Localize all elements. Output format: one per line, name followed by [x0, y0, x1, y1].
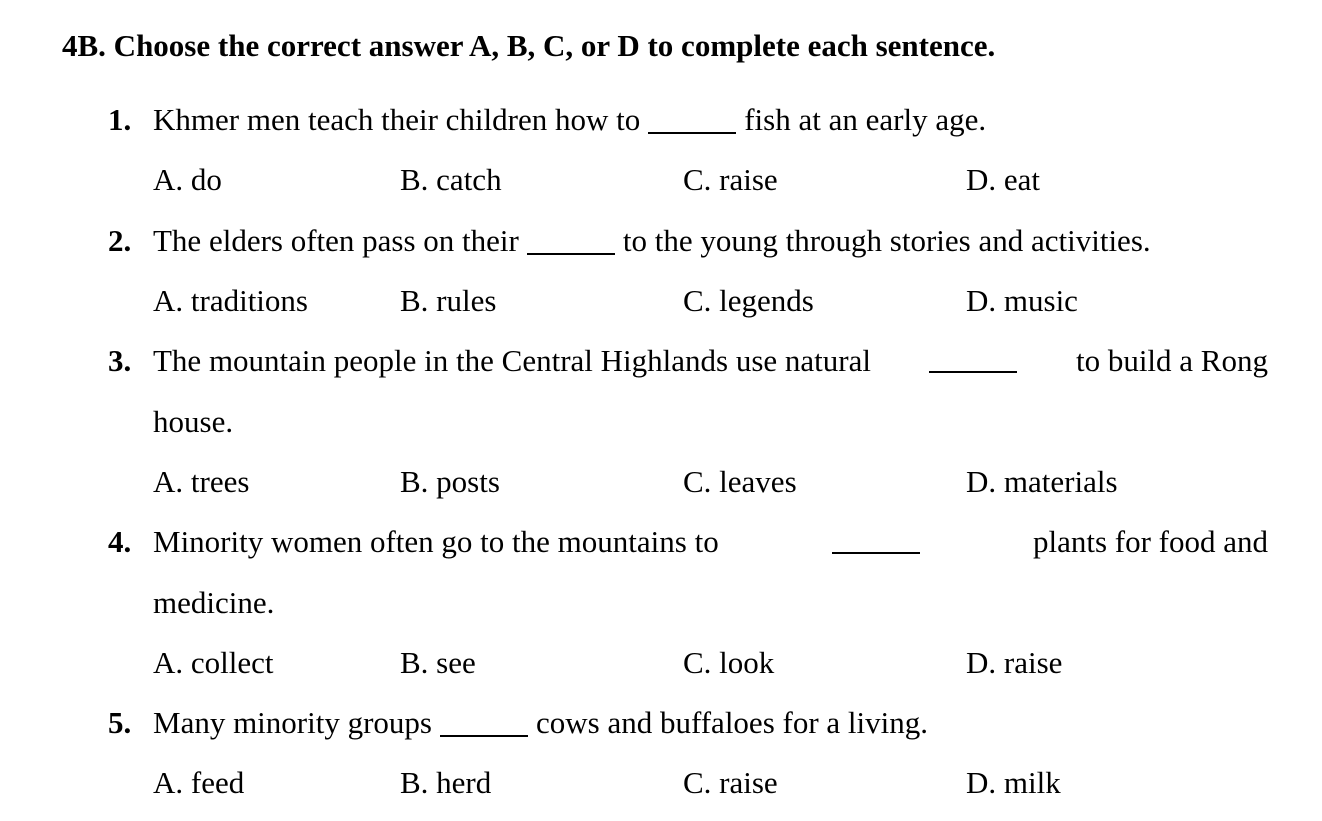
question-text-before: The elders often pass on their — [153, 223, 519, 258]
answer-blank — [648, 102, 736, 134]
question-text — [153, 703, 928, 743]
option-b: B. rules — [400, 283, 497, 318]
option-c: C. legends — [683, 283, 814, 318]
option-a: A. do — [153, 162, 222, 197]
option-d: D. eat — [966, 162, 1041, 197]
question-text-after: cows and buffaloes for a living. — [536, 705, 928, 740]
question-text-after: to build a Rong — [1075, 343, 1268, 378]
question-continuation: medicine. — [153, 585, 275, 620]
question-continuation: house. — [153, 404, 234, 439]
option-b: B. catch — [400, 162, 502, 197]
option-a: A. trees — [153, 464, 250, 499]
question-text-before: The mountain people in the Central Highlands use natural — [153, 343, 871, 378]
option-d: D. raise — [966, 645, 1063, 680]
option-b: B. herd — [400, 765, 492, 800]
question-text-before: Many minority groups — [153, 705, 432, 740]
option-d: D. milk — [966, 765, 1061, 800]
option-b: B. posts — [400, 464, 500, 499]
question-text-after: fish at an early age. — [744, 102, 987, 137]
option-a: A. collect — [153, 645, 274, 680]
option-b: B. see — [400, 645, 476, 680]
option-d: D. music — [966, 283, 1078, 318]
question-text-before: Minority women often go to the mountains to — [153, 524, 719, 559]
option-c: C. raise — [683, 162, 778, 197]
question-text-after: plants for food and — [1032, 524, 1268, 559]
question-text — [153, 100, 986, 140]
question-number: 3. — [108, 343, 132, 378]
question-text-after: to the young through stories and activities. — [622, 223, 1151, 258]
option-c: C. leaves — [683, 464, 797, 499]
question-number: 2. — [108, 223, 132, 258]
option-a: A. feed — [153, 765, 245, 800]
question-number: 1. — [108, 102, 132, 137]
question-number: 5. — [108, 705, 132, 740]
option-c: C. raise — [683, 765, 778, 800]
option-c: C. look — [683, 645, 775, 680]
answer-blank — [527, 223, 615, 255]
option-a: A. traditions — [153, 283, 308, 318]
question-text-before: Khmer men teach their children how to — [153, 102, 641, 137]
option-d: D. materials — [966, 464, 1118, 499]
question-text — [153, 221, 1151, 261]
exercise-heading: 4B. Choose the correct answer A, B, C, or D to complete each sentence. — [62, 28, 996, 63]
question-text — [153, 341, 1268, 381]
answer-blank — [832, 522, 920, 554]
answer-blank — [440, 705, 528, 737]
question-text — [153, 522, 1268, 562]
question-number: 4. — [108, 524, 132, 559]
answer-blank — [929, 341, 1017, 373]
